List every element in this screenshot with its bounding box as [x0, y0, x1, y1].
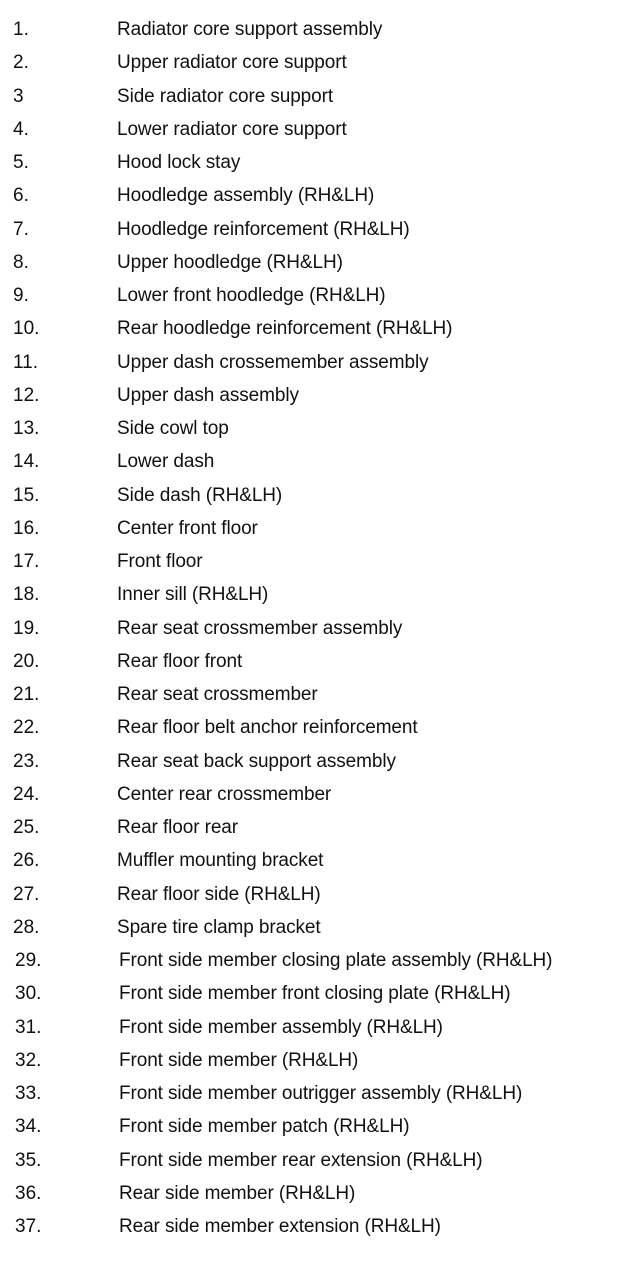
list-item — [0, 711, 640, 744]
list-item — [0, 445, 640, 478]
item-name: Front floor — [117, 551, 203, 572]
list-item — [0, 46, 640, 79]
item-name: Front side member closing plate assembly (RH&LH) — [119, 950, 553, 971]
list-item — [0, 1177, 640, 1210]
item-number: 32. — [15, 1049, 42, 1071]
item-number: 24. — [13, 783, 40, 805]
item-number: 1. — [13, 19, 29, 40]
item-name: Front side member assembly (RH&LH) — [119, 1016, 443, 1038]
item-name: Radiator core support assembly — [117, 19, 383, 40]
item-number: 34. — [15, 1116, 42, 1138]
list-item — [0, 545, 640, 578]
item-name: Rear seat crossmember — [117, 684, 318, 705]
list-item — [0, 1144, 640, 1177]
list-item — [0, 1110, 640, 1143]
list-item — [0, 346, 640, 379]
list-item — [0, 312, 640, 345]
item-name: Muffler mounting bracket — [117, 850, 324, 872]
item-number: 13. — [13, 418, 40, 439]
item-number: 26. — [13, 850, 40, 872]
item-name: Center front floor — [117, 517, 258, 539]
list-item — [0, 246, 640, 279]
item-name: Center rear crossmember — [117, 783, 332, 805]
item-number: 4. — [13, 118, 29, 140]
list-item — [0, 279, 640, 312]
list-item — [0, 944, 640, 977]
item-number: 15. — [13, 484, 40, 506]
item-name: Rear seat back support assembly — [117, 750, 396, 772]
item-name: Upper radiator core support — [117, 52, 347, 74]
item-number: 33. — [15, 1083, 42, 1104]
item-name: Front side member (RH&LH) — [119, 1049, 359, 1071]
list-item — [0, 811, 640, 844]
item-name: Side dash (RH&LH) — [117, 484, 283, 506]
item-name: Lower radiator core support — [117, 118, 347, 140]
list-item — [0, 844, 640, 877]
item-number: 35. — [15, 1149, 42, 1171]
list-item — [0, 878, 640, 911]
item-number: 25. — [13, 817, 40, 838]
item-number: 31. — [15, 1016, 42, 1038]
item-number: 9. — [13, 285, 29, 306]
item-name: Hoodledge reinforcement (RH&LH) — [117, 218, 410, 240]
list-item — [0, 977, 640, 1010]
item-name: Front side member rear extension (RH&LH) — [119, 1149, 483, 1171]
item-number: 37. — [15, 1216, 42, 1237]
item-name: Spare tire clamp bracket — [117, 916, 321, 938]
list-item — [0, 146, 640, 179]
item-number: 27. — [13, 883, 40, 905]
item-name: Rear floor belt anchor reinforcement — [117, 717, 418, 739]
item-name: Rear hoodledge reinforcement (RH&LH) — [117, 318, 453, 340]
item-number: 19. — [13, 617, 40, 639]
list-item — [0, 13, 640, 46]
item-number: 2. — [13, 52, 29, 74]
list-item — [0, 512, 640, 545]
parts-list — [0, 13, 640, 1243]
list-item — [0, 113, 640, 146]
item-number: 22. — [13, 717, 40, 739]
item-name: Front side member outrigger assembly (RH&LH) — [119, 1083, 523, 1104]
list-item — [0, 778, 640, 811]
list-item — [0, 745, 640, 778]
item-name: Side cowl top — [117, 418, 229, 439]
list-item — [0, 1210, 640, 1243]
item-number: 30. — [15, 983, 42, 1005]
list-item — [0, 213, 640, 246]
list-item — [0, 80, 640, 113]
item-number: 23. — [13, 750, 40, 772]
item-name: Front side member front closing plate (RH&LH) — [119, 983, 511, 1005]
list-item — [0, 379, 640, 412]
list-item — [0, 1011, 640, 1044]
item-number: 6. — [13, 185, 29, 207]
item-name: Inner sill (RH&LH) — [117, 584, 269, 606]
list-item — [0, 479, 640, 512]
list-item — [0, 412, 640, 445]
list-item — [0, 911, 640, 944]
item-name: Hoodledge assembly (RH&LH) — [117, 185, 375, 207]
item-name: Rear floor rear — [117, 817, 238, 838]
item-name: Side radiator core support — [117, 85, 334, 107]
item-name: Rear side member (RH&LH) — [119, 1182, 356, 1204]
item-number: 20. — [13, 650, 40, 672]
item-name: Rear floor side (RH&LH) — [117, 883, 321, 905]
item-number: 16. — [13, 517, 40, 539]
item-name: Front side member patch (RH&LH) — [119, 1116, 410, 1138]
list-item — [0, 612, 640, 645]
item-name: Rear side member extension (RH&LH) — [119, 1216, 441, 1237]
item-number: 3 — [13, 85, 24, 107]
item-number: 7. — [13, 218, 29, 240]
item-name: Rear floor front — [117, 650, 243, 672]
item-name: Upper dash crossemember assembly — [117, 351, 429, 373]
list-item — [0, 645, 640, 678]
item-number: 28. — [13, 916, 40, 938]
item-number: 12. — [13, 384, 40, 406]
list-item — [0, 578, 640, 611]
list-item — [0, 1044, 640, 1077]
list-item — [0, 1077, 640, 1110]
item-name: Lower dash — [117, 451, 215, 473]
item-number: 36. — [15, 1182, 42, 1204]
item-name: Rear seat crossmember assembly — [117, 617, 403, 639]
item-number: 11. — [13, 351, 39, 373]
item-number: 14. — [13, 451, 40, 473]
item-number: 17. — [13, 551, 40, 572]
item-number: 8. — [13, 251, 29, 273]
item-name: Hood lock stay — [117, 152, 241, 173]
item-number: 5. — [13, 152, 29, 173]
item-name: Upper dash assembly — [117, 384, 299, 406]
list-item — [0, 678, 640, 711]
item-number: 10. — [13, 318, 40, 340]
item-number: 29. — [15, 950, 42, 971]
list-item — [0, 179, 640, 212]
item-number: 18. — [13, 584, 40, 606]
item-name: Upper hoodledge (RH&LH) — [117, 251, 343, 273]
item-number: 21. — [13, 684, 40, 705]
item-name: Lower front hoodledge (RH&LH) — [117, 285, 386, 306]
